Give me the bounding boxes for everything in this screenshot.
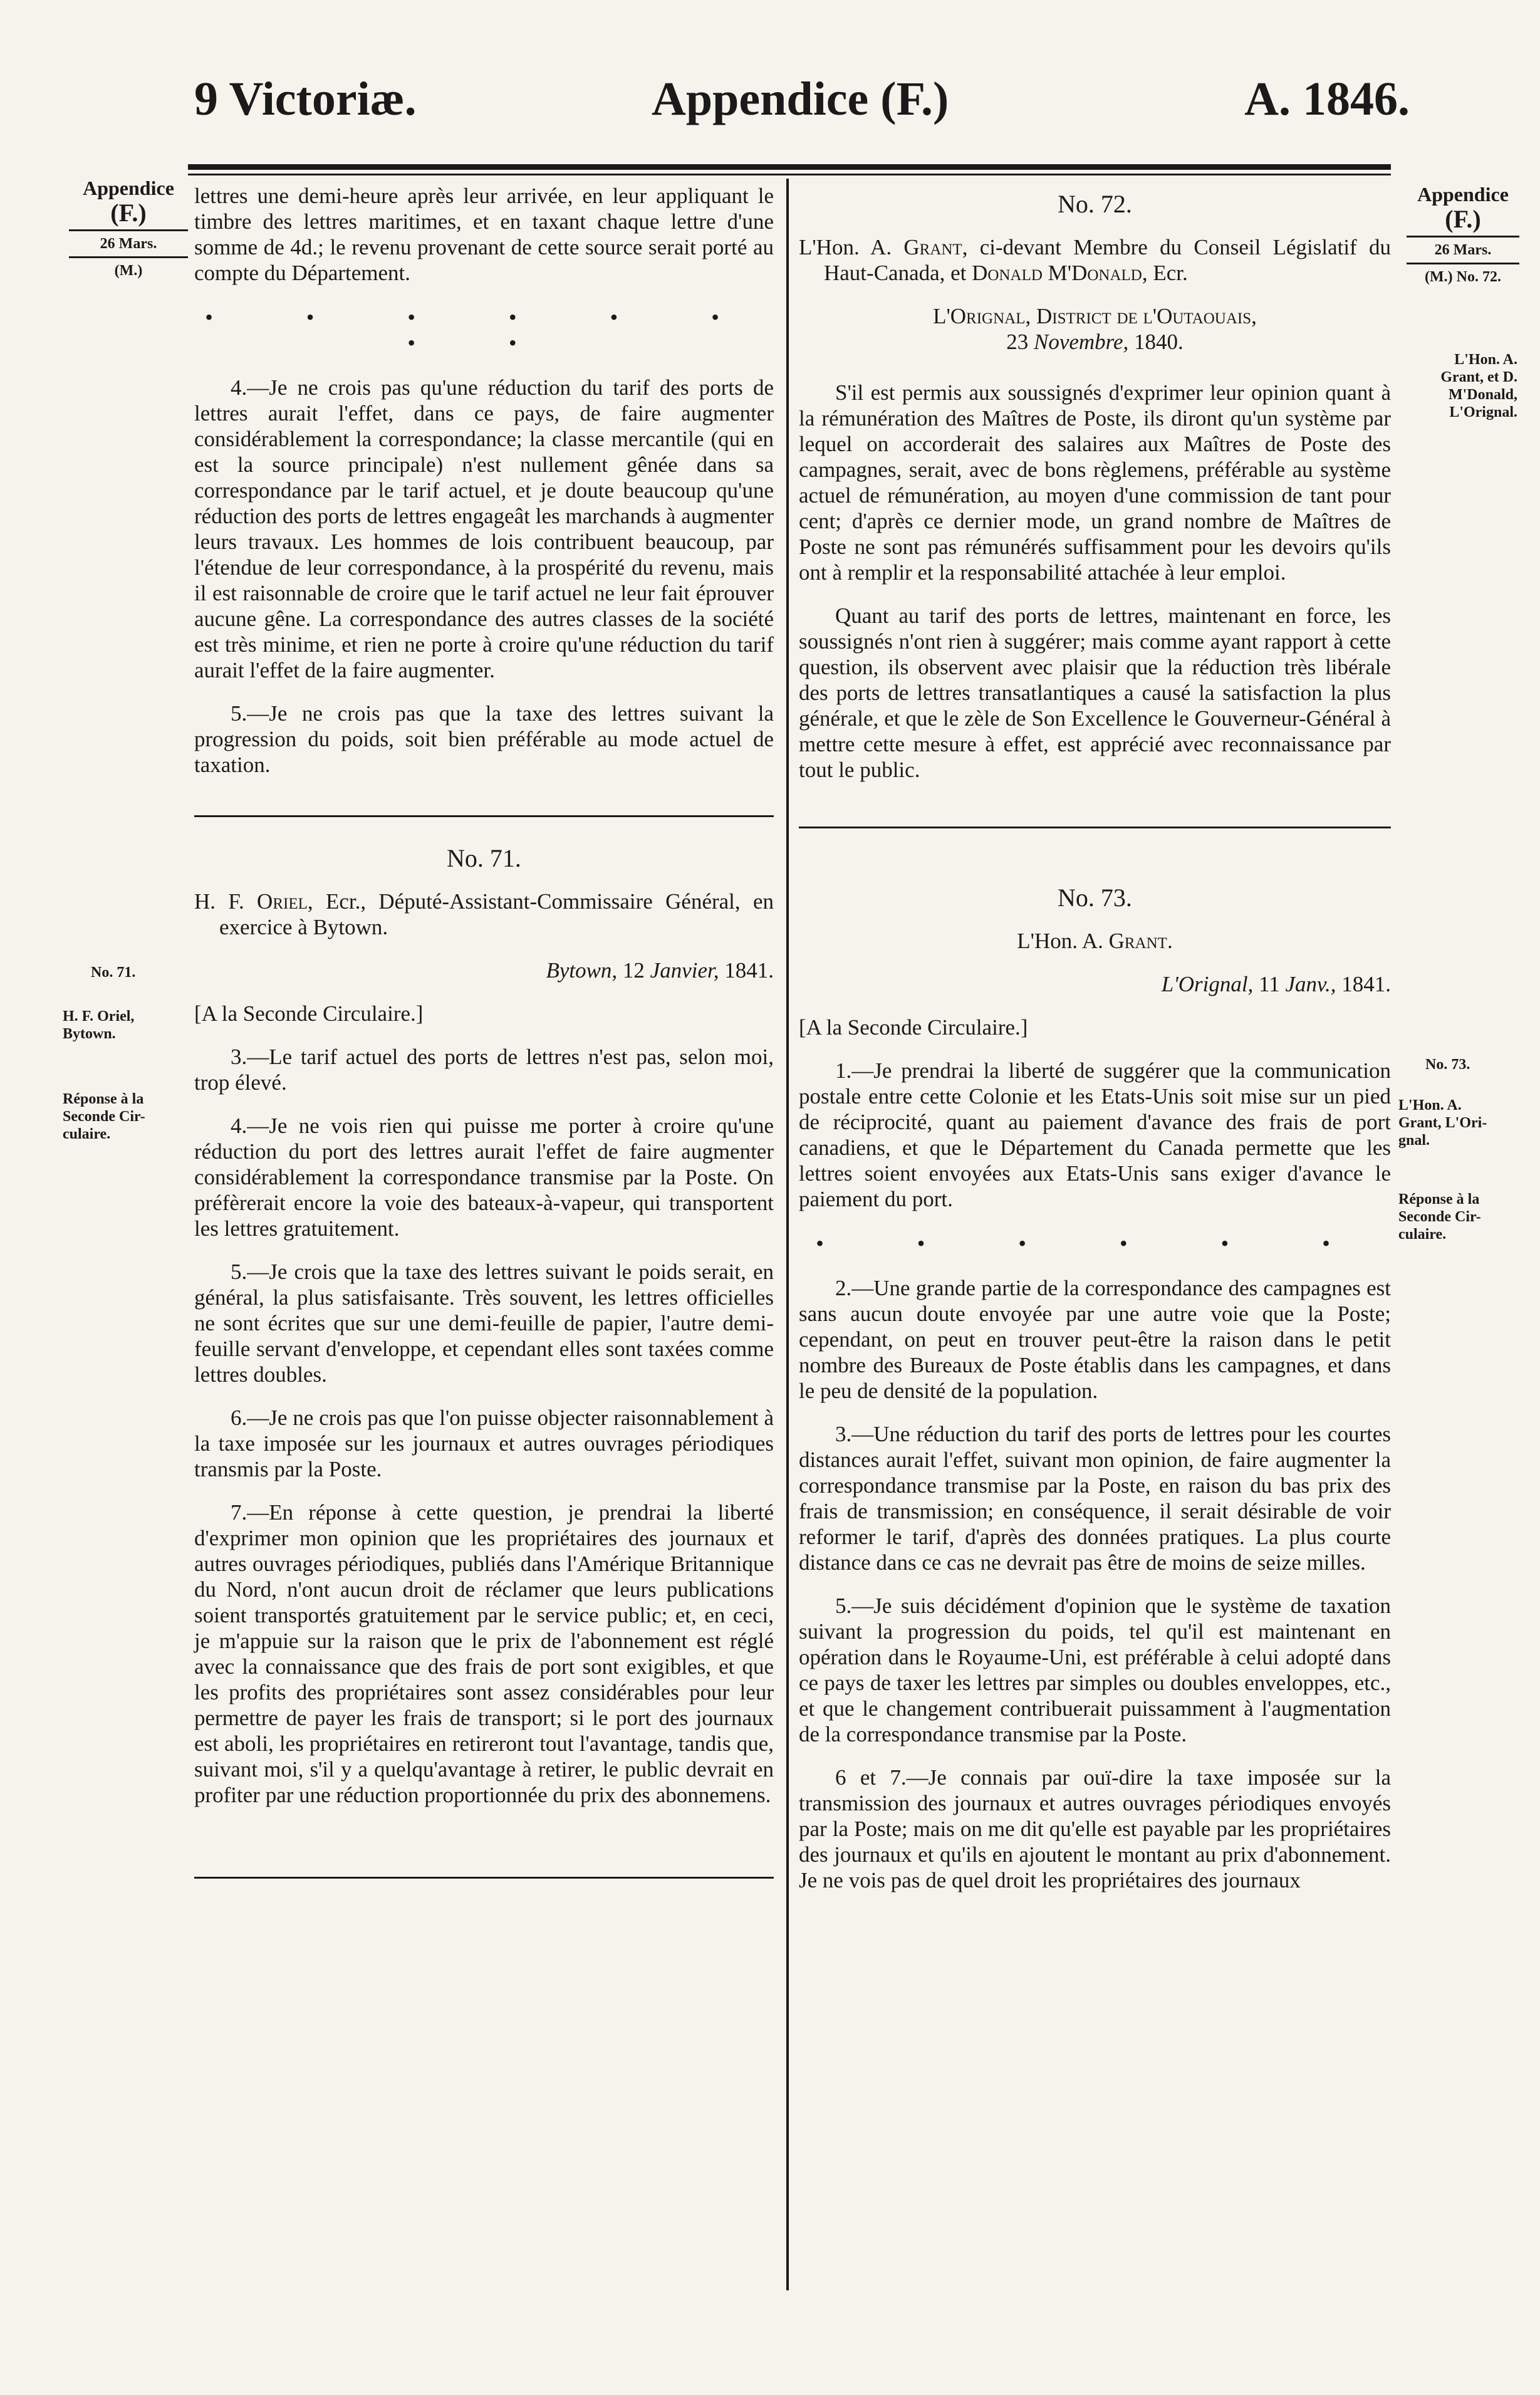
header-right: A. 1846. (1244, 73, 1410, 125)
header-left: 9 Victoriæ. (194, 73, 417, 125)
header-rule-thick (188, 164, 1391, 170)
letter-72-paragraph-1: S'il est permis aux soussignés d'exprimer leur opinion quant à la rémunération des Maîtres de Poste, ils diront qu'un système par lequel on accorderait des salaires aux Maîtres de Poste des campagnes, serait, avec de bons règlemens, préférable au système actuel de rémunération, au moyen d'une commission de tant pour cent; d'après ce dernier mode, un grand nombre de Maîtres de Poste ne sont pas rémunérés suffisamment pour les devoirs qu'ils ont à remplir et la responsabilité attachée à leur emploi. (799, 380, 1391, 585)
letter-73-date: L'Orignal, 11 Janv., 1841. (1161, 972, 1391, 996)
section-separator (194, 815, 774, 817)
left-margin-reponse: Réponse à la Seconde Cir- culaire. (63, 1091, 145, 1142)
header-center: Appendice (F.) (652, 73, 949, 125)
letter-73-answer-5: 5.—Je suis décidément d'opinion que le système de taxation suivant la progression du poids, tel qu'il est maintenant en opération dans le Royaume-Uni, est préférable à celui adopté dans ce pays de taxer les lettres par simples ou doubles enveloppes, etc., et que le changement contribuerait puissamment à l'augmentation de la correspondance transmise par la Poste. (799, 1594, 1391, 1746)
ellipsis-stars: • • • • • • • • (205, 305, 763, 355)
letter-73-circulaire: [A la Seconde Circulaire.] (799, 1015, 1028, 1040)
answer-4: 4.—Je ne crois pas qu'une réduction du tarif des ports de lettres aurait l'effet, dans ce pays, de faire augmenter considérablement la correspondance; la classe mercantile (qui en est la source principale) n'est nullement gênée dans sa correspondance par le tarif actuel, et je doute beaucoup qu'une réduction des ports de lettres engageât les marchands à augmenter leurs travaux. Les hommes de lois contribuent beaucoup, par l'étendue de leur correspondance, à la prospérité du revenu, mais il est raisonnable de croire que le tarif actuel ne leur fait éprouver aucune gêne. La correspondance des autres classes de la société est très minime, et rien ne porte à croire qu'une réduction du tarif aurait l'effet de la faire augmenter. (194, 375, 774, 682)
left-margin-no71: No. 71. (91, 964, 136, 981)
section-separator-right (799, 827, 1391, 828)
letter-71-answer-4: 4.—Je ne vois rien qui puisse me porter à croire qu'une réduction du port des lettres aurait l'effet de faire augmenter considérablement la correspondance transmise par la Poste. On préfèrerait encore la voie des bateaux-à-vapeur, qui transportent les lettres gratuitement. (194, 1114, 774, 1241)
letter-71-answer-5: 5.—Je crois que la taxe des lettres suivant le poids serait, en général, la plus satisfaisante. Très souvent, les lettres officielles ne sont écrites que sur une demi-feuille de papier, l'autre demi-feuille servant d'enveloppe, et cependant elles sont taxées comme lettres doubles. (194, 1260, 774, 1387)
right-margin-appendice: Appendice (F.) 26 Mars. (M.) No. 72. (1407, 182, 1519, 286)
letter-71-answer-3: 3.—Le tarif actuel des ports de lettres n'est pas, selon moi, trop élevé. (194, 1045, 774, 1095)
page-header (188, 72, 1410, 147)
left-column (194, 183, 774, 1907)
left-margin-appendice: Appendice (F.) 26 Mars. (M.) (69, 175, 188, 279)
column-divider (786, 179, 789, 2290)
header-rule-thin (188, 174, 1391, 175)
left-margin-no71-name: H. F. Oriel, Bytown. (63, 1008, 135, 1042)
letter-71-date: Bytown, 12 Janvier, 1841. (546, 958, 774, 983)
right-margin-no73-name: L'Hon. A. Grant, L'Ori- gnal. (1398, 1097, 1487, 1149)
answer-5: 5.—Je ne crois pas que la taxe des lettres suivant la progression du poids, soit bien préférable au mode actuel de taxation. (194, 701, 774, 777)
right-column (799, 191, 1391, 1911)
letter-73-answer-1: 1.—Je prendrai la liberté de suggérer que la communication postale entre cette Colonie et les Etats-Unis soit mise sur un pied de réciprocité, quant au paiement d'avance des frais de port canadiens, et que le Département du Canada permette que les lettres soient envoyées aux Etats-Unis sans exiger d'avance le paiement du port. (799, 1058, 1391, 1211)
letter-73-answer-6-7: 6 et 7.—Je connais par ouï-dire la taxe imposée sur la transmission des journaux et autres ouvrages périodiques envoyés par la Poste; mais on me dit qu'elle est payable par les propriétaires des journaux et qu'ils en ajoutent le montant au prix d'abonnement. Je ne vois pas de quel droit les propriétaires des journaux (799, 1765, 1391, 1892)
bottom-separator (194, 1877, 774, 1879)
letter-73-answer-3: 3.—Une réduction du tarif des ports de lettres pour les courtes distances aurait l'effet, suivant mon opinion, de faire augmenter la correspondance transmise par la Poste, en raison du bas prix des frais de transmission; en conséquence, il serait désirable de voir reformer le tarif, d'après des données pratiques. La plus courte distance dans ce cas ne devrait pas être de moins de seize milles. (799, 1422, 1391, 1575)
ellipsis-stars-right: • • • • • • (816, 1231, 1374, 1256)
letter-72-title: No. 72. (1058, 190, 1132, 218)
letter-71-answer-6: 6.—Je ne crois pas que l'on puisse objecter raisonnablement à la taxe imposée sur les journaux et autres ouvrages périodiques transmis par la Poste. (194, 1406, 774, 1481)
letter-72-paragraph-2: Quant au tarif des ports de lettres, maintenant en force, les soussignés n'ont rien à suggérer; mais comme ayant rapport à cette question, ils observent avec plaisir que la réduction très libérale des ports de lettres transatlantiques a causé la satisfaction la plus générale, et que le zèle de Son Excellence le Gouverneur-Général à mettre cette mesure à effet, est apprécié avec reconnaissance par tout le public. (799, 603, 1391, 782)
right-margin-no72-name: L'Hon. A. Grant, et D. M'Donald, L'Orignal. (1440, 352, 1517, 420)
letter-71-circulaire: [A la Seconde Circulaire.] (194, 1001, 424, 1026)
letter-72-place-date: L'Orignal, District de l'Outaouais, 23 Novembre, 1840. (933, 304, 1257, 354)
right-margin-no73: No. 73. (1425, 1057, 1470, 1073)
letter-72-from: L'Hon. A. Grant, ci-devant Membre du Conseil Législatif du Haut-Canada, et Donald M'Donald, Ecr. (799, 235, 1391, 285)
letter-73-title: No. 73. (1058, 884, 1132, 912)
letter-73-answer-2: 2.—Une grande partie de la correspondance des campagnes est sans aucun doute envoyée par une autre voie que la Poste; cependant, on peut en trouver peut-être la raison dans le petit nombre des Bureaux de Poste établis dans les campagnes, et dans le peu de densité de la population. (799, 1276, 1391, 1403)
letter-71-answer-7: 7.—En réponse à cette question, je prendrai la liberté d'exprimer mon opinion que les propriétaires des journaux et autres ouvrages périodiques, publiés dans l'Amérique Britannique du Nord, n'ont aucun droit de réclamer que leurs publications soient transportés gratuitement par le service public; et, en ceci, je m'appuie sur la raison que le prix de l'abonnement est réglé avec la connaissance que des frais de port sont exigibles, et que les profits des propriétaires sont assez considérables pour leur permettre de payer les frais de transport; si le port des journaux est aboli, les propriétaires en retireront tout l'avantage, tandis que, suivant moi, s'il y a quelqu'avantage à retirer, le public devrait en profiter par une réduction proportionnée du prix des abonnemens. (194, 1500, 774, 1807)
letter-71-title: No. 71. (447, 844, 521, 872)
right-margin-reponse: Réponse à la Seconde Cir- culaire. (1398, 1191, 1481, 1243)
continuation-paragraph: lettres une demi-heure après leur arrivée, en leur appliquant le timbre des lettres maritimes, et en taxant chaque lettre d'une somme de 4d.; le revenu provenant de cette source serait porté au compte du Département. (194, 184, 774, 285)
letter-73-from: L'Hon. A. Grant. (1017, 929, 1173, 953)
letter-71-from: H. F. Oriel, Ecr., Député-Assistant-Commissaire Général, en exercice à Bytown. (194, 889, 774, 939)
